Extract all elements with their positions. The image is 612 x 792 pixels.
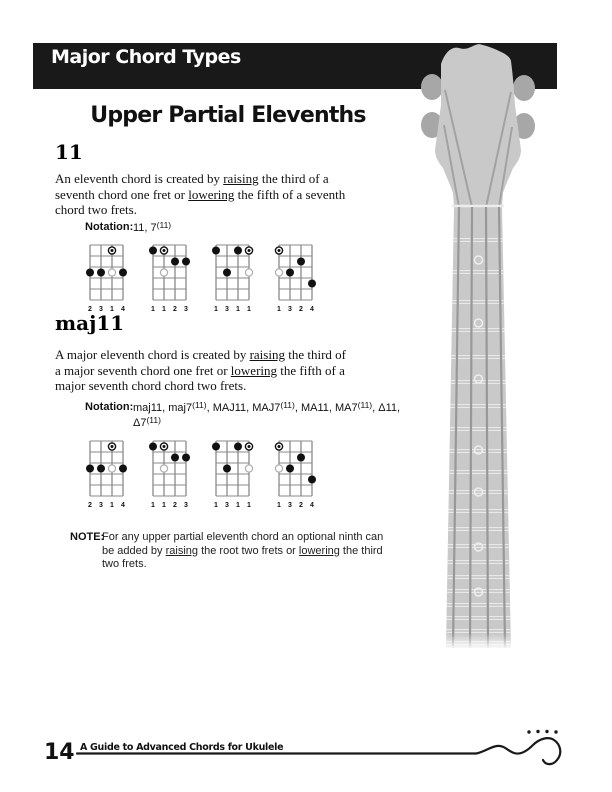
chord-diagram: [210, 437, 256, 511]
section-description-11: An eleventh chord is created by raising the third of a seventh chord one fret or lowering the fifth of a seventh chord two frets.: [55, 171, 346, 217]
chord-diagram: [210, 241, 256, 315]
squiggle-dot: [527, 730, 530, 733]
notation-label: Notation:: [85, 401, 134, 413]
svg-text:4: 4: [121, 502, 125, 509]
squiggle-dot: [554, 730, 557, 733]
note-block: [70, 531, 383, 572]
chord-diagram: [273, 241, 319, 315]
note-label: NOTE:: [70, 531, 105, 543]
chord-diagram: [147, 241, 193, 315]
svg-text:2: 2: [88, 502, 92, 509]
svg-text:2: 2: [299, 306, 303, 313]
section-heading-maj11: maj11: [55, 311, 125, 335]
svg-text:2: 2: [173, 502, 177, 509]
svg-text:1: 1: [151, 306, 155, 313]
section-heading-11: 11: [55, 140, 83, 164]
squiggle-dot: [545, 730, 548, 733]
svg-text:3: 3: [184, 502, 188, 509]
svg-text:3: 3: [225, 502, 229, 509]
svg-text:4: 4: [121, 306, 125, 313]
svg-text:4: 4: [310, 502, 314, 509]
svg-text:1: 1: [236, 502, 240, 509]
svg-text:1: 1: [277, 502, 281, 509]
page-title: Upper Partial Elevenths: [90, 103, 366, 128]
squiggle-dot: [536, 730, 539, 733]
svg-text:3: 3: [99, 502, 103, 509]
svg-text:1: 1: [214, 502, 218, 509]
chord-diagram: [84, 437, 130, 511]
notation-values: 11, 7$^{(11)}$: [133, 219, 172, 234]
chord-diagram-row-11: [84, 241, 319, 315]
svg-text:1: 1: [236, 306, 240, 313]
svg-text:3: 3: [288, 502, 292, 509]
svg-text:1: 1: [151, 502, 155, 509]
notation-row-maj11: [85, 401, 400, 431]
section-description-maj11: A major eleventh chord is created by raising the third of a major seventh chord one fret or lowering the fifth of a major seventh chord chord two frets.: [55, 347, 346, 393]
svg-text:1: 1: [162, 306, 166, 313]
chord-diagram: [273, 437, 319, 511]
svg-text:1: 1: [162, 502, 166, 509]
svg-text:4: 4: [310, 306, 314, 313]
svg-text:2: 2: [299, 502, 303, 509]
svg-text:2: 2: [88, 306, 92, 313]
svg-text:2: 2: [173, 306, 177, 313]
footer-page-number: 14: [44, 740, 75, 765]
svg-text:3: 3: [184, 306, 188, 313]
svg-text:3: 3: [99, 306, 103, 313]
svg-text:1: 1: [110, 502, 114, 509]
svg-text:1: 1: [247, 306, 251, 313]
svg-text:3: 3: [288, 306, 292, 313]
svg-text:1: 1: [214, 306, 218, 313]
notation-row-11: [85, 221, 171, 236]
notation-label: Notation:: [85, 221, 134, 233]
header-title: Major Chord Types: [51, 46, 241, 68]
chord-diagram-row-maj11: [84, 437, 319, 511]
svg-text:3: 3: [225, 306, 229, 313]
chord-diagram: [147, 437, 193, 511]
note-text: For any upper partial eleventh chord an optional ninth can be added by raising the root two frets or lowering the third two frets.: [102, 531, 384, 570]
footer-book-title: A Guide to Advanced Chords for Ukulele: [80, 742, 284, 753]
svg-text:1: 1: [110, 306, 114, 313]
svg-text:1: 1: [247, 502, 251, 509]
ukulele-neck-illustration: [415, 40, 550, 667]
svg-text:1: 1: [277, 306, 281, 313]
chord-diagram: [84, 241, 130, 315]
notation-values: maj11, maj7$^{(11)}$, MAJ11, MAJ7$^{(11)}$, MA11, MA7$^{(11)}$, Δ11, Δ7$^{(11)}$: [133, 399, 401, 429]
